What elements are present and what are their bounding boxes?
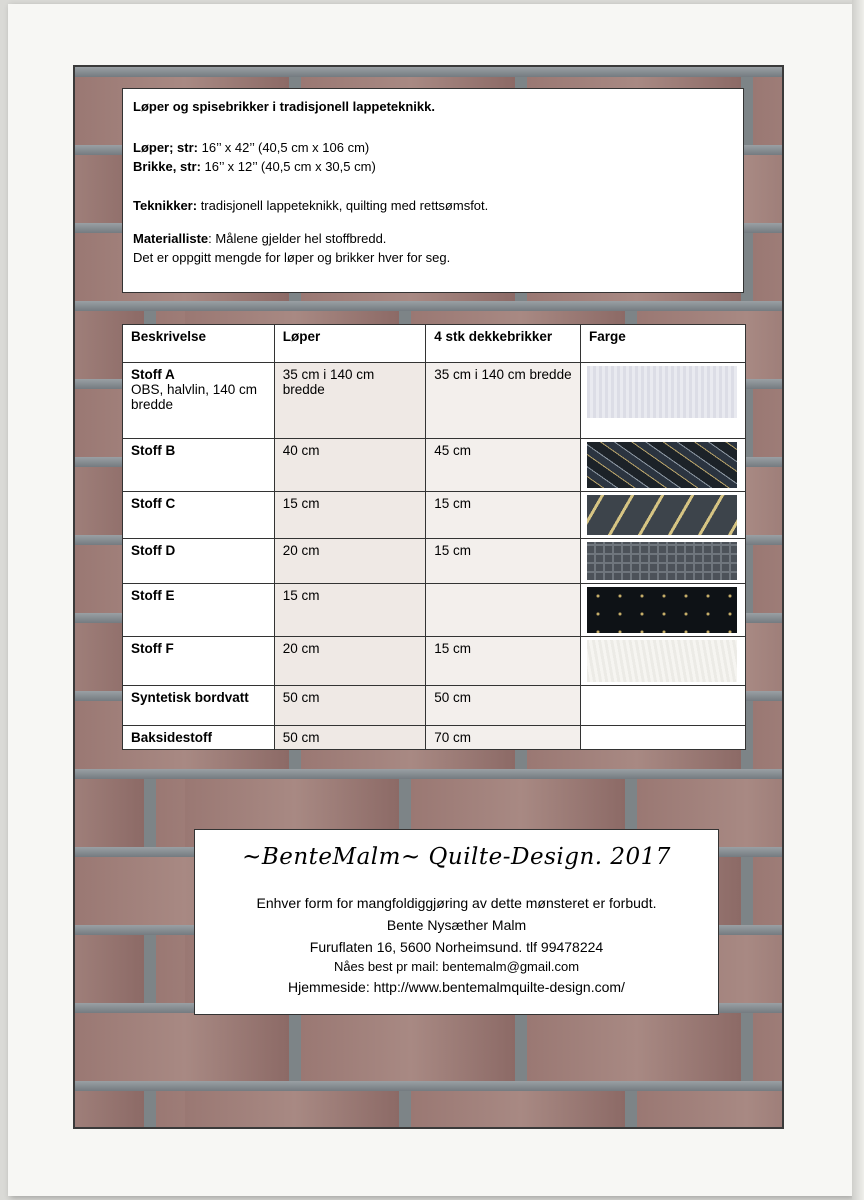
- pattern-info-box: [122, 88, 744, 293]
- fabric-swatch-black-gold-lines: [587, 442, 737, 488]
- placemat-amount: 15 cm: [426, 492, 581, 539]
- header-description: Beskrivelse: [123, 325, 275, 363]
- runner-amount: 15 cm: [274, 584, 426, 637]
- fabric-name: Stoff D: [123, 539, 275, 584]
- placemat-amount: [426, 584, 581, 637]
- fabric-swatch-cell: [580, 726, 745, 750]
- placemat-amount: 45 cm: [426, 439, 581, 492]
- fabric-swatch-grey-squares: [587, 542, 737, 580]
- runner-size-label: Løper; str:: [133, 140, 198, 155]
- techniques-line: [133, 196, 733, 215]
- placemat-size-label: Brikke, str:: [133, 159, 201, 174]
- table-row: [123, 686, 746, 726]
- table-header-row: [123, 325, 746, 363]
- designer-address: Furuflaten 16, 5600 Norheimsund. tlf 99478224: [309, 939, 604, 955]
- placemat-amount: 15 cm: [426, 539, 581, 584]
- pattern-title: Løper og spisebrikker i tradisjonell lappeteknikk.: [133, 99, 435, 114]
- materials-note: Det er oppgitt mengde for løper og brikker hver for seg.: [133, 250, 451, 265]
- runner-amount: 35 cm i 140 cm bredde: [274, 363, 426, 439]
- fabric-swatch-cell: [580, 539, 745, 584]
- runner-amount: 50 cm: [274, 686, 426, 726]
- designer-email: Nåes best pr mail: bentemalm@gmail.com: [333, 959, 580, 974]
- fabric-swatch-cell: [580, 492, 745, 539]
- placemat-size-value: 16’’ x 12’’ (40,5 cm x 30,5 cm): [200, 159, 376, 174]
- fabric-swatch-cell: [580, 637, 745, 686]
- table-row: [123, 584, 746, 637]
- runner-amount: 50 cm: [274, 726, 426, 750]
- header-runner: Løper: [274, 325, 426, 363]
- runner-size-value: 16’’ x 42’’ (40,5 cm x 106 cm): [198, 140, 370, 155]
- header-placemats: 4 stk dekkebrikker: [426, 325, 581, 363]
- runner-amount: 20 cm: [274, 539, 426, 584]
- brand-title: ~BenteMalm~ Quilte-Design. 2017: [242, 844, 671, 870]
- copyright-notice: Enhver form for mangfoldiggjøring av dette mønsteret er forbudt.: [256, 895, 657, 911]
- placemat-amount: 50 cm: [426, 686, 581, 726]
- table-row: [123, 492, 746, 539]
- fabric-swatch-cell: [580, 584, 745, 637]
- runner-amount: 40 cm: [274, 439, 426, 492]
- table-row: [123, 726, 746, 750]
- materials-table: [122, 324, 746, 750]
- header-color: Farge: [580, 325, 745, 363]
- designer-footer: [194, 829, 719, 1015]
- fabric-name: Baksidestoff: [123, 726, 275, 750]
- fabric-name: Stoff E: [123, 584, 275, 637]
- table-row: [123, 439, 746, 492]
- runner-amount: 15 cm: [274, 492, 426, 539]
- table-row: [123, 539, 746, 584]
- fabric-swatch-white-texture: [587, 640, 737, 682]
- fabric-swatch-cell: [580, 363, 745, 439]
- fabric-name: Stoff A: [131, 367, 175, 382]
- techniques-label: Teknikker:: [133, 198, 198, 213]
- fabric-name: Stoff C: [123, 492, 275, 539]
- placemat-amount: 70 cm: [426, 726, 581, 750]
- fabric-swatch-cell: [580, 439, 745, 492]
- placemat-size-line: [133, 157, 733, 176]
- designer-website: Hjemmeside: http://www.bentemalmquilte-design.com/: [288, 979, 625, 995]
- fabric-swatch-black-gold-crosses: [587, 587, 737, 633]
- fabric-swatch-cell: [580, 686, 745, 726]
- fabric-swatch-light-linen: [587, 366, 737, 418]
- materials-label: Materialliste: [133, 231, 209, 246]
- fabric-note: OBS, halvlin, 140 cm bredde: [131, 382, 258, 412]
- fabric-cell: [123, 363, 275, 439]
- materials-line: [133, 229, 733, 248]
- materials-text: : Målene gjelder hel stoffbredd.: [208, 231, 387, 246]
- runner-amount: 20 cm: [274, 637, 426, 686]
- runner-size-line: [133, 138, 733, 157]
- placemat-amount: 15 cm: [426, 637, 581, 686]
- placemat-amount: 35 cm i 140 cm bredde: [426, 363, 581, 439]
- fabric-name: Stoff F: [123, 637, 275, 686]
- fabric-name: Syntetisk bordvatt: [123, 686, 275, 726]
- table-row: [123, 637, 746, 686]
- fabric-name: Stoff B: [123, 439, 275, 492]
- designer-name: Bente Nysæther Malm: [386, 917, 527, 933]
- table-row: [123, 363, 746, 439]
- techniques-text: tradisjonell lappeteknikk, quilting med rettsømsfot.: [197, 198, 489, 213]
- fabric-swatch-grey-gold-dashes: [587, 495, 737, 535]
- sheet-edge: [852, 0, 864, 1200]
